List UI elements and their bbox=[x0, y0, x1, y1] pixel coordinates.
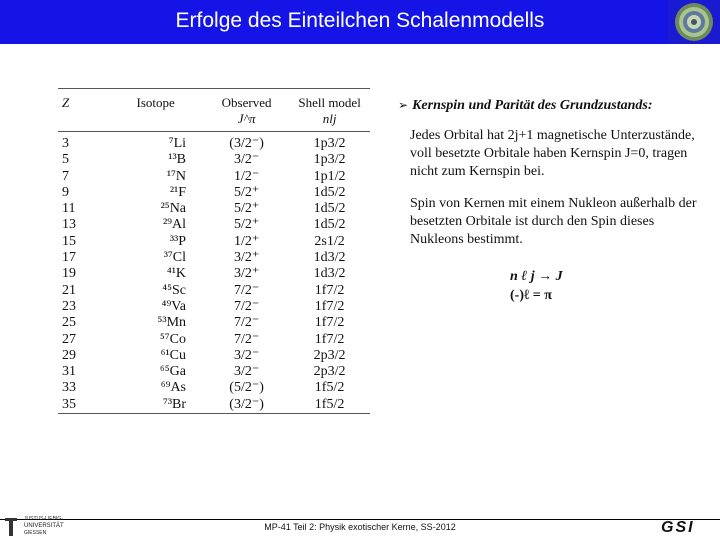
cell-shell: 2s1/2 bbox=[314, 233, 345, 249]
formula-block bbox=[510, 267, 708, 305]
cell-observed: 3/2⁺ bbox=[233, 266, 260, 282]
table-row bbox=[58, 332, 370, 348]
slide-title: Erfolge des Einteilchen Schalenmodells bbox=[175, 9, 545, 32]
cell-shell: 1p1/2 bbox=[313, 168, 346, 184]
cell-isotope: ¹³B bbox=[168, 152, 187, 168]
table-row bbox=[58, 283, 370, 299]
cell-observed: (5/2⁻) bbox=[229, 380, 264, 396]
cell-shell: 1d3/2 bbox=[313, 266, 346, 282]
header-observed-sub: J^π bbox=[237, 111, 256, 126]
cell-shell: 2p3/2 bbox=[313, 347, 346, 363]
table-row bbox=[58, 380, 370, 396]
table-row bbox=[58, 250, 370, 266]
paragraph-orbitals: Jedes Orbital hat 2j+1 magnetische Unterzustände, voll besetzte Orbitale haben Kernspin J=0, tragen nicht zum Kernspin bei. bbox=[410, 128, 695, 179]
cell-isotope: ⁵⁷Co bbox=[159, 331, 187, 347]
cell-shell: 1f7/2 bbox=[314, 331, 345, 347]
cell-shell: 1d5/2 bbox=[313, 217, 346, 233]
cell-z: 35 bbox=[62, 396, 76, 412]
cell-shell: 1d5/2 bbox=[313, 201, 346, 217]
cell-z: 13 bbox=[62, 217, 76, 233]
cell-z: 27 bbox=[62, 331, 76, 347]
cell-observed: 7/2⁻ bbox=[233, 331, 260, 347]
explanation-panel bbox=[398, 96, 708, 305]
cell-shell: 1f5/2 bbox=[314, 380, 345, 396]
shell-model-table bbox=[58, 88, 370, 433]
table-row bbox=[58, 266, 370, 282]
cell-observed: 7/2⁻ bbox=[233, 315, 260, 331]
cell-z: 19 bbox=[62, 266, 76, 282]
paragraph-spin: Spin von Kernen mit einem Nukleon außerhalb der besetzten Orbitale ist durch den Spin dieses Nukleons bestimmt. bbox=[410, 196, 697, 247]
formula-quantum-numbers: n ℓ j → J bbox=[510, 269, 563, 284]
header-z: Z bbox=[62, 95, 70, 110]
header-shell-model: Shell model bbox=[298, 95, 361, 110]
table-row bbox=[58, 299, 370, 315]
cell-isotope: ²⁹Al bbox=[162, 217, 187, 233]
cell-observed: 5/2⁺ bbox=[233, 184, 260, 200]
footer-caption: MP-41 Teil 2: Physik exotischer Kerne, SS-2012 bbox=[264, 522, 456, 532]
cell-z: 25 bbox=[62, 315, 76, 331]
cell-z: 5 bbox=[62, 152, 69, 168]
cell-observed: 1/2⁺ bbox=[233, 233, 260, 249]
cell-isotope: ⁴¹K bbox=[166, 266, 187, 282]
cell-observed: 5/2⁺ bbox=[233, 201, 260, 217]
cell-observed: (3/2⁻) bbox=[229, 136, 264, 151]
cell-isotope: ⁶⁹As bbox=[160, 380, 187, 396]
cell-z: 17 bbox=[62, 250, 76, 266]
cell-observed: 3/2⁻ bbox=[233, 152, 260, 168]
bullet-heading-text: Kernspin und Parität des Grundzustands: bbox=[412, 98, 653, 113]
table-row bbox=[58, 185, 370, 201]
arrow-bullet-icon: ➢ bbox=[398, 98, 409, 112]
cell-observed: 3/2⁻ bbox=[233, 364, 260, 380]
table-row bbox=[58, 364, 370, 380]
table-row bbox=[58, 201, 370, 217]
cell-z: 9 bbox=[62, 184, 69, 200]
cell-z: 23 bbox=[62, 298, 76, 314]
cell-shell: 2p3/2 bbox=[313, 364, 346, 380]
cell-isotope: ⁵³Mn bbox=[157, 315, 187, 331]
cell-isotope: ⁴⁵Sc bbox=[162, 282, 187, 298]
university-line1: JUSTUS-LIEBIG- bbox=[24, 516, 63, 522]
header-observed: Observed bbox=[221, 95, 272, 110]
university-line3: GIESSEN bbox=[24, 530, 47, 536]
cell-isotope: ²¹F bbox=[169, 184, 187, 200]
table-row bbox=[58, 169, 370, 185]
cell-isotope: ³⁷Cl bbox=[163, 250, 187, 266]
table-row bbox=[58, 315, 370, 331]
cell-observed: 7/2⁻ bbox=[233, 298, 260, 314]
cell-isotope: ⁷Li bbox=[168, 136, 187, 151]
cell-observed: (3/2⁻) bbox=[229, 396, 264, 412]
cell-shell: 1p3/2 bbox=[313, 152, 346, 168]
footer-divider bbox=[0, 519, 720, 520]
cell-isotope: ⁷³Br bbox=[162, 396, 187, 412]
cell-z: 15 bbox=[62, 233, 76, 249]
cell-observed: 5/2⁺ bbox=[233, 217, 260, 233]
cell-observed: 7/2⁻ bbox=[233, 282, 260, 298]
cell-observed: 3/2⁻ bbox=[233, 347, 260, 363]
table-row bbox=[58, 152, 370, 168]
table-row bbox=[58, 234, 370, 250]
isotope-table bbox=[58, 88, 370, 414]
cell-shell: 1p3/2 bbox=[313, 136, 346, 151]
cell-shell: 1f7/2 bbox=[314, 282, 345, 298]
table-row bbox=[58, 348, 370, 364]
cell-z: 7 bbox=[62, 168, 69, 184]
cell-isotope: ²⁵Na bbox=[160, 201, 187, 217]
cell-observed: 1/2⁻ bbox=[233, 168, 260, 184]
detector-ring-logo-icon bbox=[668, 0, 720, 44]
table-row bbox=[58, 397, 370, 414]
cell-shell: 1d5/2 bbox=[313, 184, 346, 200]
header-shell-sub: nlj bbox=[322, 111, 337, 126]
cell-isotope: ¹⁷N bbox=[166, 168, 187, 184]
cell-z: 33 bbox=[62, 380, 76, 396]
cell-z: 21 bbox=[62, 282, 76, 298]
cell-z: 11 bbox=[62, 201, 76, 217]
slide-header bbox=[0, 0, 720, 44]
bullet-heading bbox=[398, 96, 708, 115]
cell-z: 3 bbox=[62, 136, 69, 151]
cell-shell: 1f7/2 bbox=[314, 298, 345, 314]
table-row bbox=[58, 217, 370, 233]
cell-shell: 1f7/2 bbox=[314, 315, 345, 331]
cell-shell: 1d3/2 bbox=[313, 250, 346, 266]
cell-isotope: ³³P bbox=[169, 233, 187, 249]
header-isotope: Isotope bbox=[136, 95, 175, 110]
table-row bbox=[58, 132, 370, 153]
cell-isotope: ⁶⁵Ga bbox=[159, 364, 187, 380]
cell-shell: 1f5/2 bbox=[314, 396, 345, 412]
cell-z: 31 bbox=[62, 364, 76, 380]
cell-z: 29 bbox=[62, 347, 76, 363]
cell-observed: 3/2⁺ bbox=[233, 250, 260, 266]
gsi-logo: GSI bbox=[661, 519, 695, 536]
cell-isotope: ⁶¹Cu bbox=[160, 347, 187, 363]
university-line2: UNIVERSITÄT bbox=[24, 523, 64, 529]
table-body bbox=[58, 132, 370, 414]
formula-parity: (-)ℓ = π bbox=[510, 288, 552, 303]
cell-isotope: ⁴⁹Va bbox=[161, 298, 187, 314]
